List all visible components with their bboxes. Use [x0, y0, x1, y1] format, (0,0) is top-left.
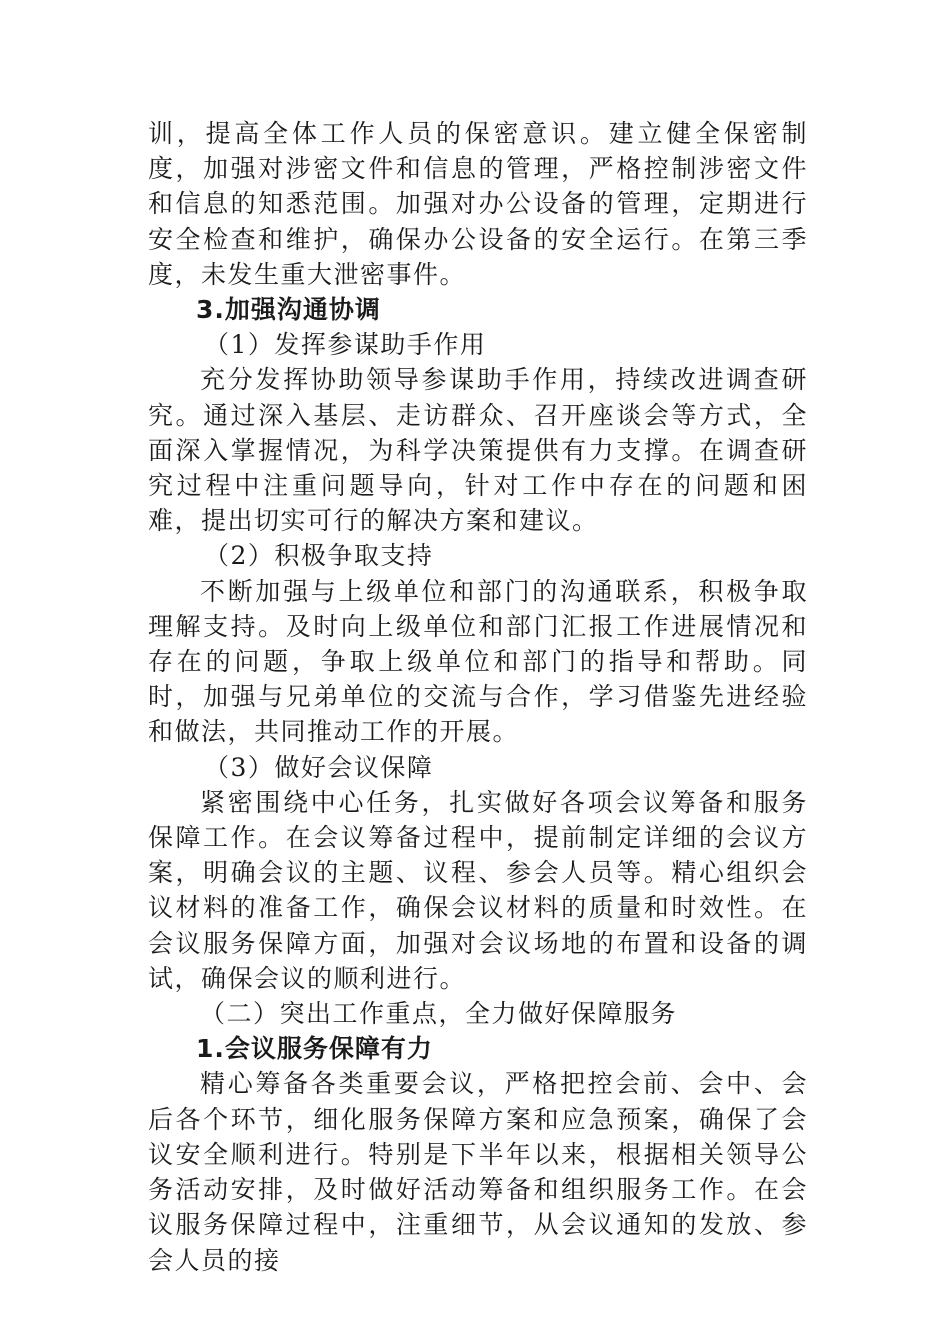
body-paragraph-meeting-support: 紧密围绕中心任务，扎实做好各项会议筹备和服务保障工作。在会议筹备过程中，提前制定详细的会议方案，明确会议的主题、议程、参会人员等。精心组织会议材料的准备工作，确保会议材料的质量和时效性。在会议服务保障方面，加强对会议场地的布置和设备的调试，确保会议的顺利进行。 [148, 787, 808, 993]
numbered-heading-meeting-service: 1.会议服务保障有力 [196, 1034, 433, 1064]
document-body [148, 116, 808, 1278]
numbered-heading-strengthen-communication: 3.加强沟通协调 [196, 295, 381, 325]
body-paragraph-seek-support: 不断加强与上级单位和部门的沟通联系，积极争取理解支持。及时向上级单位和部门汇报工作进展情况和存在的问题，争取上级单位和部门的指导和帮助。同时，加强与兄弟单位的交流与合作，学习借鉴先进经验和做法，共同推动工作的开展。 [148, 576, 808, 747]
body-paragraph-advisory-role: 充分发挥协助领导参谋助手作用，持续改进调查研究。通过深入基层、走访群众、召开座谈会等方式，全面深入掌握情况，为科学决策提供有力支撑。在调查研究过程中注重问题导向，针对工作中存在的问题和困难，提出切实可行的解决方案和建议。 [148, 365, 808, 536]
sub-heading-meeting-support: （3）做好会议保障 [204, 752, 434, 782]
body-paragraph-continued: 训，提高全体工作人员的保密意识。建立健全保密制度，加强对涉密文件和信息的管理，严格控制涉密文件和信息的知悉范围。加强对办公设备的管理，定期进行安全检查和维护，确保办公设备的安全运行。在第三季度，未发生重大泄密事件。 [148, 119, 808, 289]
section-heading-key-work: （二）突出工作重点，全力做好保障服务 [200, 999, 678, 1029]
body-paragraph-meeting-service: 精心筹备各类重要会议，严格把控会前、会中、会后各个环节，细化服务保障方案和应急预案，确保了会议安全顺利进行。特别是下半年以来，根据相关领导公务活动安排，及时做好活动筹备和组织服务工作。在会议服务保障过程中，注重细节，从会议通知的发放、参会人员的接 [148, 1069, 808, 1275]
sub-heading-advisory-role: （1）发挥参谋助手作用 [204, 330, 487, 360]
sub-heading-seek-support: （2）积极争取支持 [204, 541, 434, 571]
